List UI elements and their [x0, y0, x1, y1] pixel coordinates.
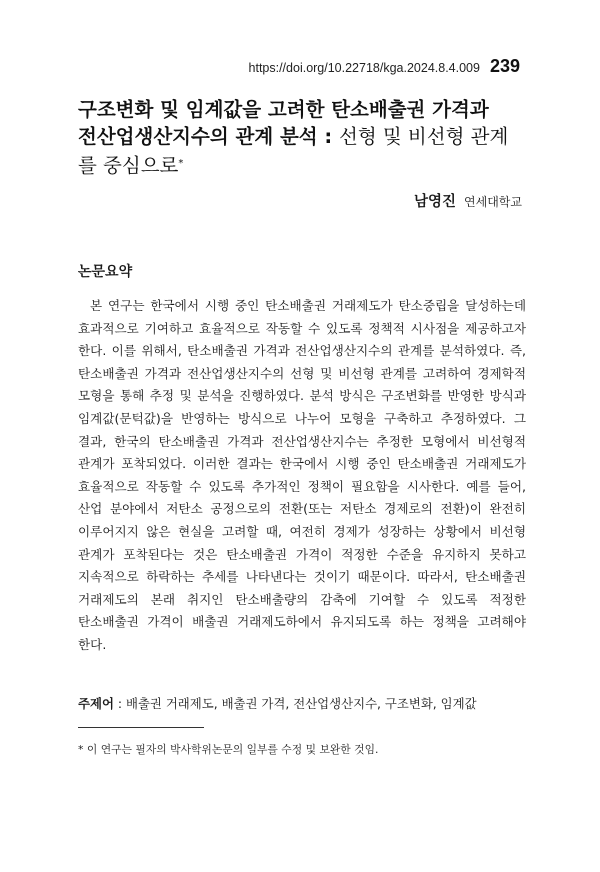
- keywords-line: [78, 694, 526, 712]
- doi-link[interactable]: https://doi.org/10.22718/kga.2024.8.4.009: [248, 61, 480, 75]
- title-line-3-text: 를 중심으로: [78, 154, 179, 177]
- keywords-list: 배출권 거래제도, 배출권 가격, 전산업생산지수, 구조변화, 임계값: [125, 696, 477, 711]
- title-line-1: 구조변화 및 임계값을 고려한 탄소배출권 가격과: [78, 98, 489, 121]
- author-block: [414, 190, 522, 211]
- title-line-3: [78, 150, 528, 179]
- author-name: 남영진: [414, 194, 457, 210]
- title-line-2-main: 전산업생산지수의 관계 분석 :: [78, 125, 339, 148]
- title-line-2-subtitle: 선형 및 비선형 관계: [339, 125, 509, 148]
- abstract-body: 본 연구는 한국에서 시행 중인 탄소배출권 거래제도가 탄소중립을 달성하는데 효과적으로 기여하고 효율적으로 작동할 수 있도록 정책적 시사점을 제공하고자 한다. 이를 위해서, 탄소배출권 가격과 전산업생산지수의 관계를 분석하였다. 즉, 탄소배출권 가격과 전산업생산지수의 선형 및 비선형 관계를 고려하여 경제학적 모형을 통해 추정 및 분석을 진행하였다. 분석 방식은 구조변화를 반영한 방식과 임계값(문턱값)을 반영하는 방식으로 나누어 모형을 구축하고 추정하였다. 그 결과, 한국의 탄소배출권 가격과 전산업생산지수는 추정한 모형에서 비선형적 관계가 포착되었다. 이러한 결과는 한국에서 시행 중인 탄소배출권 거래제도가 효율적으로 작동할 수 있도록 추가적인 정책이 필요함을 시사한다. 예를 들어, 산업 분야에서 저탄소 공정으로의 전환(또는 저탄소 경제로의 전환)이 완전히 이루어지지 않은 현실을 고려할 때, 여전히 경제가 성장하는 상황에서 비선형 관계가 포착된다는 것은 탄소배출권 가격이 적정한 수준을 유지하지 못하고 지속적으로 하락하는 추세를 나타낸다는 것이기 때문이다. 따라서, 탄소배출권 거래제도의 본래 취지인 탄소배출량의 감축에 기여할 수 있도록 적정한 탄소배출권 가격이 배출권 거래제도하에서 유지되도록 하는 정책을 고려해야 한다.: [78, 298, 526, 652]
- paper-title: [78, 96, 528, 179]
- page-number: 239: [489, 56, 520, 76]
- abstract-heading: 논문요약: [78, 264, 133, 280]
- running-header: [249, 56, 520, 77]
- title-line-2: [78, 123, 528, 150]
- title-footnote-mark: *: [178, 158, 184, 169]
- keywords-label: 주제어: [78, 696, 114, 711]
- author-affiliation: 연세대학교: [464, 195, 522, 209]
- footnote: * 이 연구는 필자의 박사학위논문의 일부를 수정 및 보완한 것임.: [78, 743, 379, 756]
- keywords-separator: :: [113, 696, 126, 711]
- footnote-divider: [78, 727, 204, 728]
